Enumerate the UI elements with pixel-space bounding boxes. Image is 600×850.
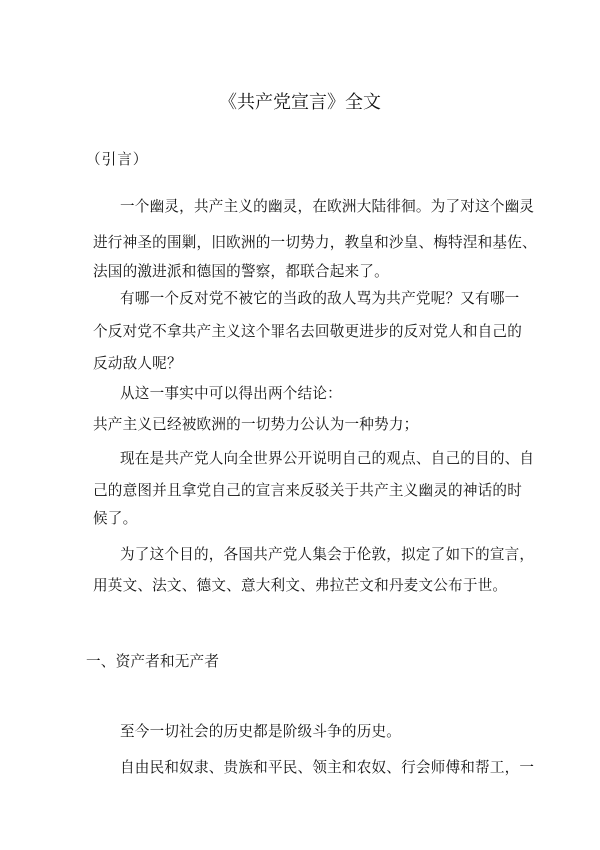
paragraph-line: 己的意图并且拿党自己的宣言来反驳关于共产主义幽灵的神话的时 (93, 482, 523, 499)
paragraph-line: 反动敌人呢？ (93, 355, 182, 372)
intro-heading: （引言） (86, 151, 149, 168)
paragraph-line: 进行神圣的围剿，旧欧洲的一切势力，教皇和沙皇、梅特涅和基佐、 (93, 234, 537, 251)
paragraph-line: 至今一切社会的历史都是阶级斗争的历史。 (120, 723, 402, 740)
document-title: 《共产党宣言》全文 (219, 92, 381, 113)
paragraph-line: 个反对党不拿共产主义这个罪名去回敬更进步的反对党人和自己的 (93, 323, 523, 340)
paragraph-line: 一个幽灵，共产主义的幽灵，在欧洲大陆徘徊。为了对这个幽灵 (120, 198, 535, 215)
paragraph-line: 法国的激进派和德国的警察，都联合起来了。 (93, 263, 389, 280)
paragraph-line: 自由民和奴隶、贵族和平民、领主和农奴、行会师傅和帮工，一 (120, 759, 535, 776)
section-heading: 一、资产者和无产者 (86, 653, 220, 670)
paragraph-line: 从这一事实中可以得出两个结论： (120, 385, 342, 402)
paragraph-line: 候了。 (93, 510, 138, 527)
paragraph-line: 现在是共产党人向全世界公开说明自己的观点、自己的目的、自 (120, 450, 535, 467)
paragraph-line: 为了这个目的，各国共产党人集会于伦敦，拟定了如下的宣言， (120, 546, 535, 563)
paragraph-line: 有哪一个反对党不被它的当政的敌人骂为共产党呢？又有哪一 (120, 290, 520, 307)
paragraph-line: 共产主义已经被欧洲的一切势力公认为一种势力； (93, 416, 419, 433)
paragraph-line: 用英文、法文、德文、意大利文、弗拉芒文和丹麦文公布于世。 (93, 577, 508, 594)
